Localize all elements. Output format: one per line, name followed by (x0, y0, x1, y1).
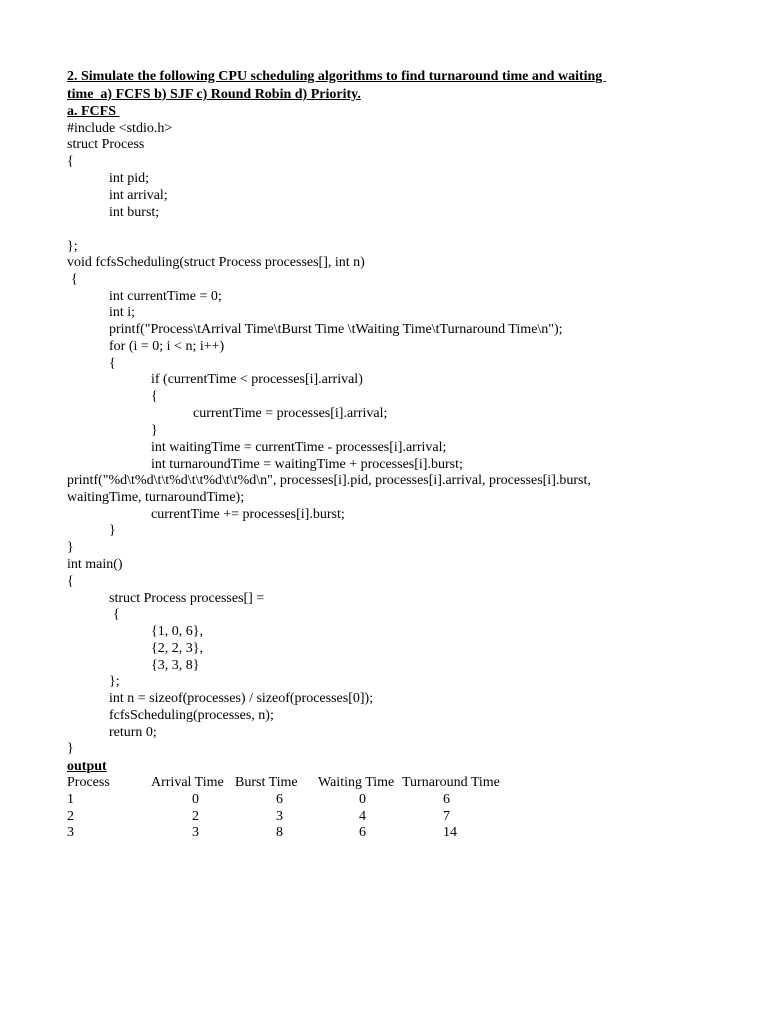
cell-process: 1 (67, 792, 74, 807)
cell-process: 2 (67, 809, 74, 824)
code-line: int pid; (109, 171, 150, 186)
code-line: {1, 0, 6}, (151, 624, 203, 639)
code-line: if (currentTime < processes[i].arrival) (151, 372, 363, 387)
code-line: { (113, 607, 120, 622)
code-line: } (109, 523, 116, 538)
code-line: printf("%d\t%d\t\t%d\t\t%d\t\t%d\n", processes[i].pid, processes[i].arrival, processes[i].burst, (67, 473, 591, 488)
code-line: {3, 3, 8} (151, 658, 200, 673)
code-line: currentTime += processes[i].burst; (151, 507, 345, 522)
code-line: }; (109, 674, 120, 689)
section-heading-fcfs: a. FCFS (67, 104, 120, 119)
code-line: } (67, 540, 74, 555)
cell-burst-time: 3 (276, 809, 283, 824)
code-line: int n = sizeof(processes) / sizeof(processes[0]); (109, 691, 374, 706)
header-arrival-time: Arrival Time (151, 775, 224, 790)
code-line: }; (67, 239, 78, 254)
code-line: for (i = 0; i < n; i++) (109, 339, 225, 354)
code-line: waitingTime, turnaroundTime); (67, 490, 245, 505)
header-burst-time: Burst Time (235, 775, 298, 790)
code-line: struct Process processes[] = (109, 591, 265, 606)
cell-waiting-time: 4 (359, 809, 366, 824)
cell-turnaround-time: 7 (443, 809, 450, 824)
code-line: { (151, 389, 158, 404)
code-line: printf("Process\tArrival Time\tBurst Time \tWaiting Time\tTurnaround Time\n"); (109, 322, 563, 337)
code-line: void fcfsScheduling(struct Process processes[], int n) (67, 255, 365, 270)
code-line: currentTime = processes[i].arrival; (193, 406, 388, 421)
code-line: { (67, 154, 74, 169)
code-line: int currentTime = 0; (109, 289, 222, 304)
cell-turnaround-time: 14 (443, 825, 457, 840)
cell-turnaround-time: 6 (443, 792, 450, 807)
code-line: struct Process (67, 137, 145, 152)
code-line: { (71, 272, 78, 287)
cell-arrival-time: 2 (192, 809, 199, 824)
code-line: int i; (109, 305, 136, 320)
code-line: int burst; (109, 205, 160, 220)
code-line: fcfsScheduling(processes, n); (109, 708, 274, 723)
code-line: return 0; (109, 725, 157, 740)
cell-arrival-time: 0 (192, 792, 199, 807)
code-line: int turnaroundTime = waitingTime + processes[i].burst; (151, 457, 463, 472)
heading-line-2: time a) FCFS b) SJF c) Round Robin d) Priority. (67, 87, 361, 102)
code-line: { (109, 356, 116, 371)
header-waiting-time: Waiting Time (318, 775, 395, 790)
cell-burst-time: 8 (276, 825, 283, 840)
header-turnaround-time: Turnaround Time (402, 775, 500, 790)
code-line: } (151, 423, 158, 438)
cell-burst-time: 6 (276, 792, 283, 807)
code-line: int main() (67, 557, 123, 572)
header-process: Process (67, 775, 110, 790)
cell-arrival-time: 3 (192, 825, 199, 840)
code-line: } (67, 741, 74, 756)
cell-waiting-time: 6 (359, 825, 366, 840)
code-line: int waitingTime = currentTime - processes[i].arrival; (151, 440, 447, 455)
code-line: {2, 2, 3}, (151, 641, 203, 656)
code-line: { (67, 574, 74, 589)
cell-process: 3 (67, 825, 74, 840)
cell-waiting-time: 0 (359, 792, 366, 807)
code-line: int arrival; (109, 188, 168, 203)
heading-line-1: 2. Simulate the following CPU scheduling algorithms to find turnaround time and waiting (67, 69, 606, 84)
output-label: output (67, 759, 107, 774)
code-line: #include <stdio.h> (67, 121, 173, 136)
